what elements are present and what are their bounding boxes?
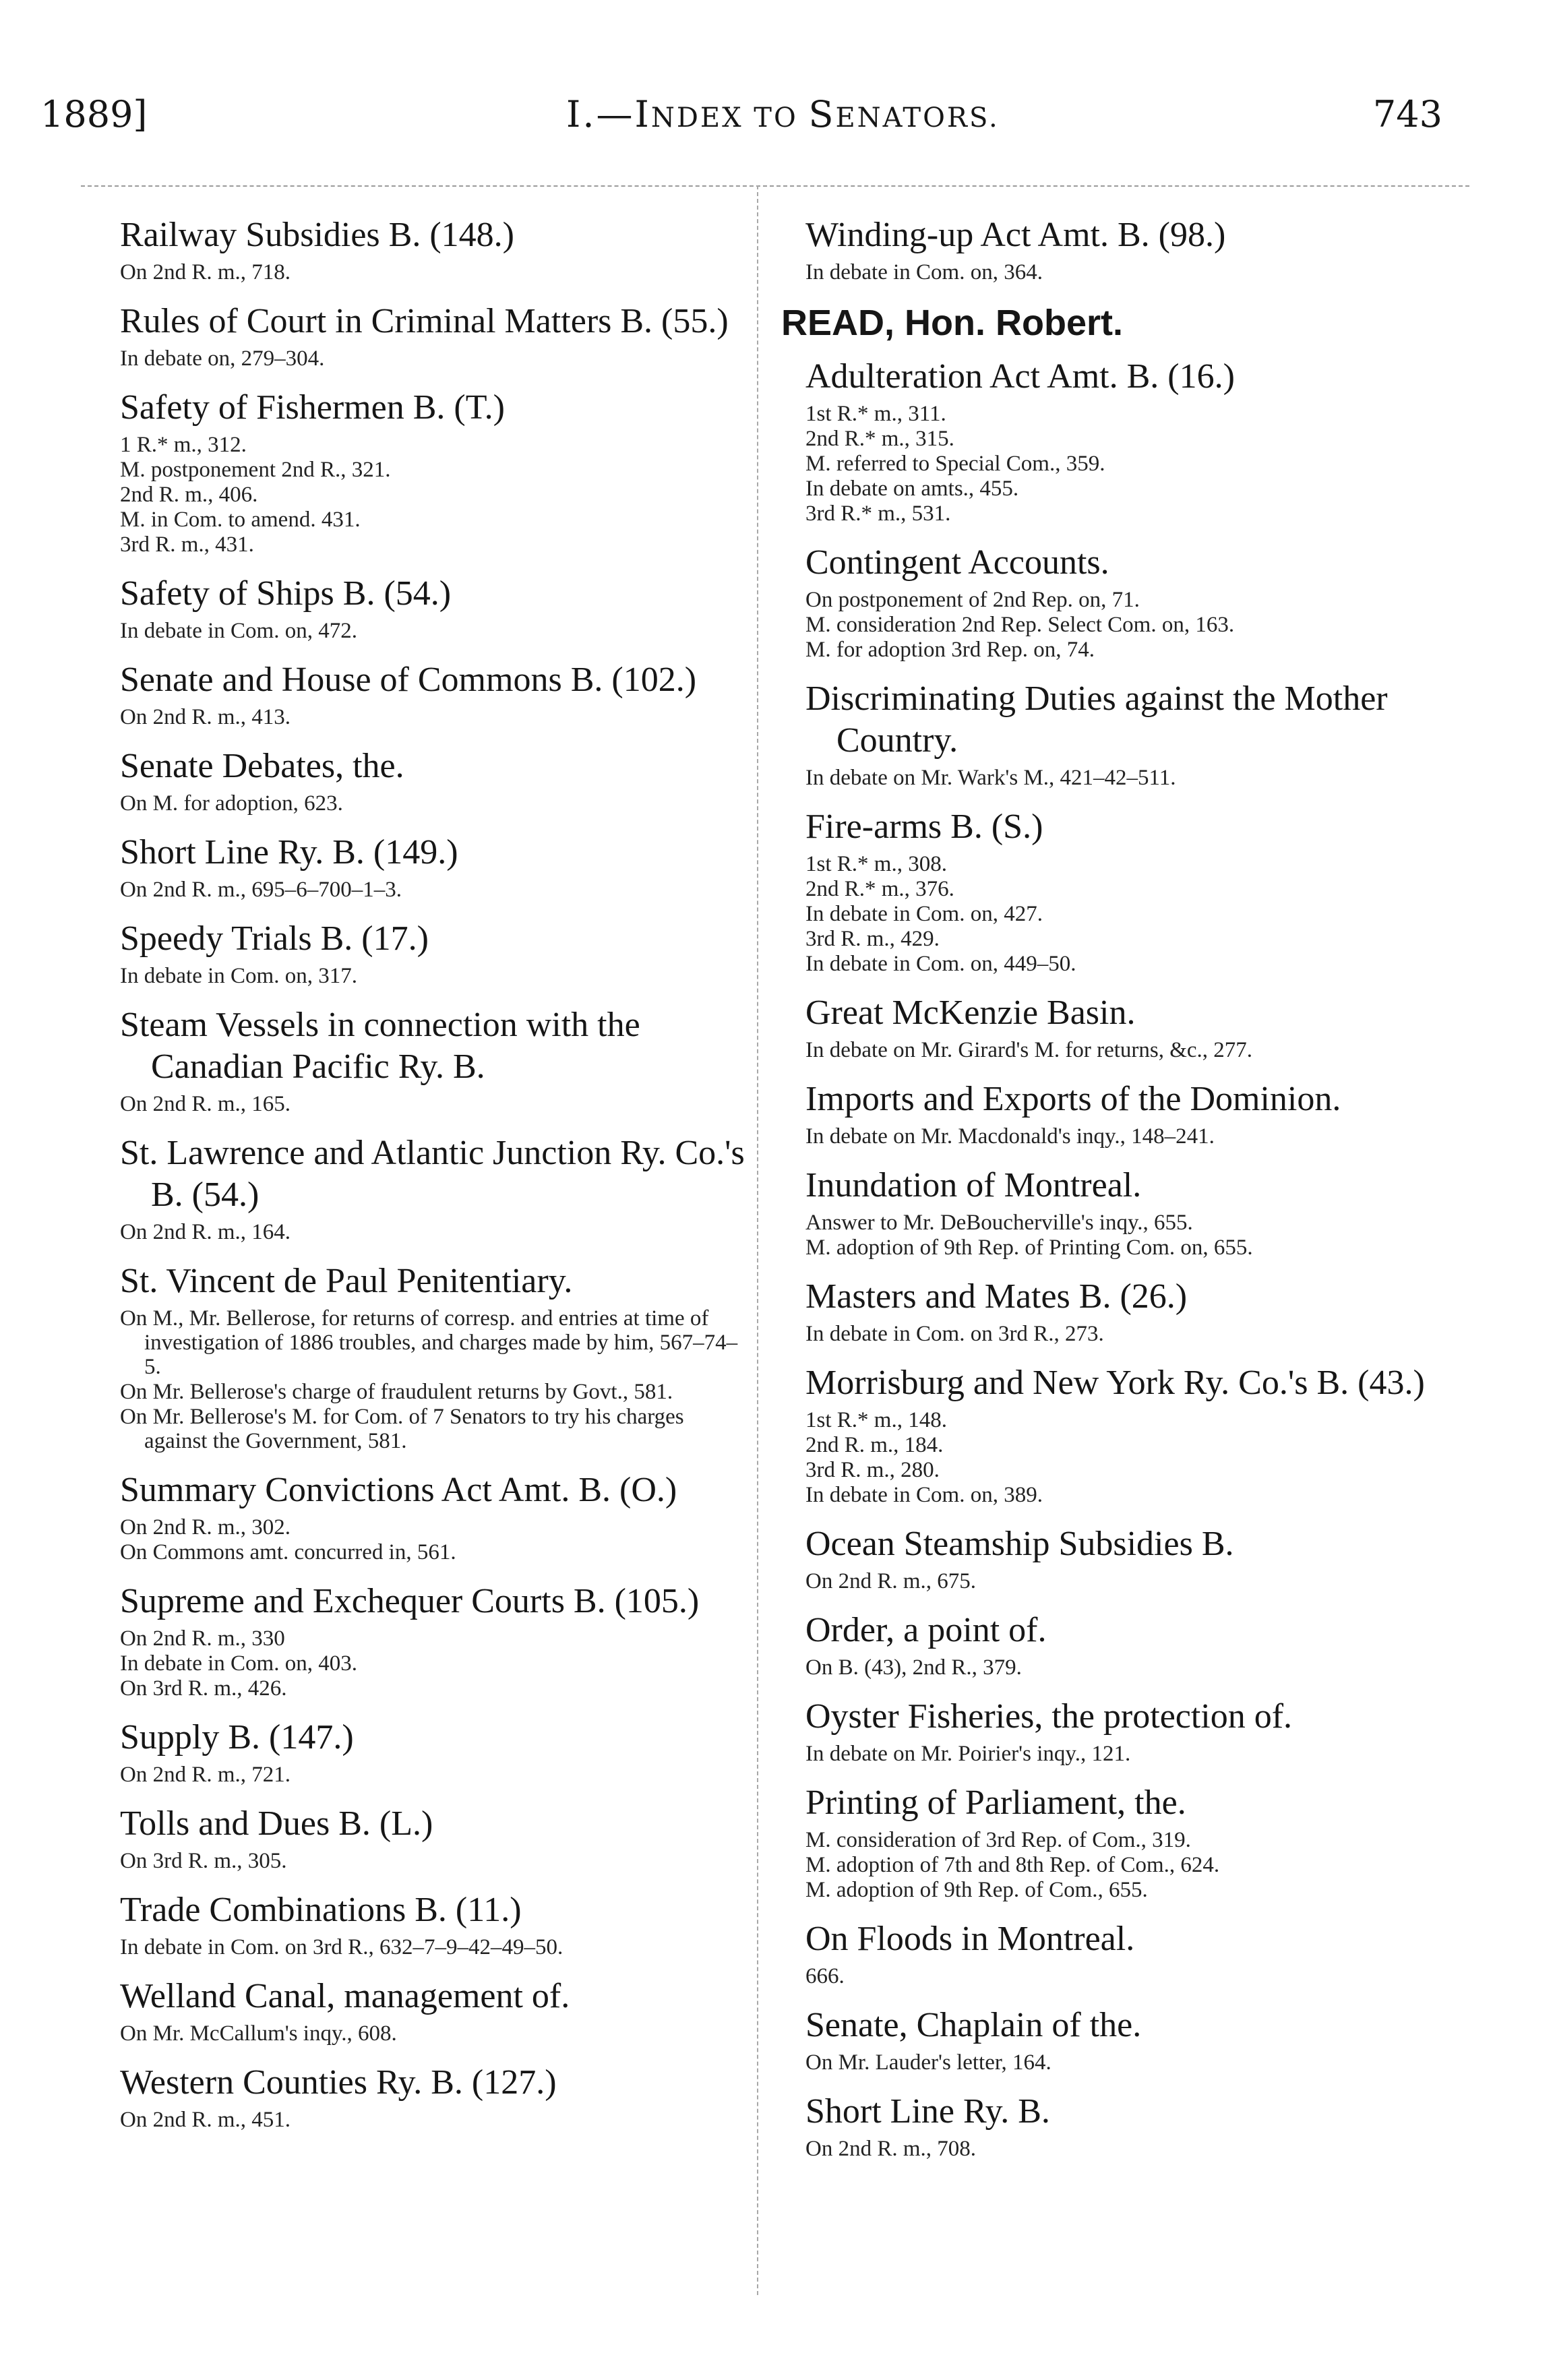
entry-reference: In debate on Mr. Macdonald's inqy., 148–241.: [805, 1124, 1215, 1149]
entry-heading: Masters and Mates B. (26.): [805, 1277, 1188, 1316]
index-entry: [120, 1469, 745, 1564]
entry-reference: M. in Com. to amend. 431.: [120, 508, 361, 532]
entry-heading: Inundation of Montreal.: [805, 1166, 1142, 1204]
left-column: [120, 214, 745, 2148]
entry-heading: Supply B. (147.): [120, 1718, 354, 1757]
entry-heading: Short Line Ry. B.: [805, 2092, 1050, 2131]
entry-reference: In debate in Com. on 3rd R., 632–7–9–42–49–50.: [120, 1935, 563, 1959]
entry-heading: Winding-up Act Amt. B. (98.): [805, 216, 1226, 254]
entry-reference: 2nd R.* m., 315.: [805, 427, 954, 451]
index-entry: [805, 1696, 1436, 1766]
entry-heading: Senate Debates, the.: [120, 747, 404, 785]
entry-reference: M. adoption of 9th Rep. of Printing Com. on, 655.: [805, 1235, 1253, 1260]
entry-reference: M. adoption of 7th and 8th Rep. of Com., 624.: [805, 1853, 1220, 1877]
index-entry: [805, 1276, 1436, 1346]
entry-heading: Senate, Chaplain of the.: [805, 2006, 1142, 2044]
index-entry: [805, 1782, 1436, 1902]
entry-heading: Western Counties Ry. B. (127.): [120, 2063, 557, 2102]
entry-reference: In debate in Com. on 3rd R., 273.: [805, 1322, 1104, 1346]
index-entry: [805, 2091, 1436, 2161]
entry-heading: Summary Convictions Act Amt. B. (O.): [120, 1471, 677, 1509]
index-entry: [120, 301, 745, 371]
entry-reference: 3rd R.* m., 531.: [805, 501, 951, 526]
entry-reference: 2nd R. m., 406.: [120, 483, 258, 507]
entry-reference: M. referred to Special Com., 359.: [805, 452, 1105, 476]
index-entry: [120, 659, 745, 729]
entry-reference: On 2nd R. m., 708.: [805, 2137, 977, 2161]
header-title-s: S: [808, 93, 836, 135]
entry-reference: On 2nd R. m., 721.: [120, 1763, 291, 1787]
index-entry: [120, 918, 745, 988]
header-title: [566, 94, 1000, 138]
index-entry: [120, 745, 745, 816]
entry-heading: Imports and Exports of the Dominion.: [805, 1080, 1341, 1118]
entry-reference: On Mr. McCallum's inqy., 608.: [120, 2021, 397, 2046]
entry-heading: Senate and House of Commons B. (102.): [120, 661, 697, 699]
entry-heading: Printing of Parliament, the.: [805, 1783, 1186, 1822]
entry-heading: Railway Subsidies B. (148.): [120, 216, 514, 254]
senator-entries: [805, 356, 1436, 2161]
index-entry: [805, 806, 1436, 976]
index-entry: [805, 542, 1436, 662]
entry-reference: On Mr. Lauder's letter, 164.: [805, 2050, 1051, 2075]
header-title-word1: NDEX TO: [650, 102, 809, 133]
entry-reference: On 2nd R. m., 451.: [120, 2108, 291, 2132]
entry-reference: 3rd R. m., 280.: [805, 1458, 940, 1482]
entry-heading: Steam Vessels in connection with the Canadian Pacific Ry. B.: [120, 1006, 640, 1086]
index-entry: [805, 1918, 1436, 1988]
entry-reference: On postponement of 2nd Rep. on, 71.: [805, 588, 1140, 612]
header-year: 1889]: [40, 93, 148, 135]
entry-reference: 3rd R. m., 429.: [805, 927, 940, 951]
entry-heading: Supreme and Exchequer Courts B. (105.): [120, 1582, 700, 1620]
entry-reference: In debate in Com. on, 364.: [805, 260, 1043, 284]
entry-reference: On 2nd R. m., 413.: [120, 705, 291, 729]
entry-heading: Fire-arms B. (S.): [805, 807, 1043, 846]
entry-heading: Trade Combinations B. (11.): [120, 1891, 522, 1929]
index-entry: [120, 1581, 745, 1701]
index-entry: [120, 573, 745, 643]
entry-reference: On 3rd R. m., 305.: [120, 1849, 287, 1873]
index-entry: [120, 832, 745, 902]
entry-reference: M. consideration 2nd Rep. Select Com. on, 163.: [805, 613, 1235, 637]
entry-reference: In debate in Com. on, 317.: [120, 964, 357, 988]
index-entry: [805, 1523, 1436, 1593]
index-entry: [120, 387, 745, 557]
entry-heading: Ocean Steamship Subsidies B.: [805, 1525, 1234, 1563]
entry-reference: On M. for adoption, 623.: [120, 791, 343, 816]
entry-reference: In debate on amts., 455.: [805, 477, 1019, 501]
index-entry: [805, 1362, 1436, 1507]
entry-reference: On Commons amt. concurred in, 561.: [120, 1540, 456, 1564]
index-entry: [805, 1165, 1436, 1260]
index-entry: [120, 1260, 745, 1453]
entry-reference: On M., Mr. Bellerose, for returns of corresp. and entries at time of investigation of 1886 troubles, and charges made by him, 567–74–5.: [120, 1306, 738, 1379]
entry-heading: Order, a point of.: [805, 1611, 1047, 1649]
entry-reference: In debate in Com. on, 389.: [805, 1483, 1043, 1507]
entry-reference: 1 R.* m., 312.: [120, 433, 247, 457]
entry-heading: On Floods in Montreal.: [805, 1920, 1135, 1958]
header-rule: [81, 185, 1469, 187]
entry-reference: On 3rd R. m., 426.: [120, 1676, 287, 1701]
page-header: [40, 94, 1442, 148]
entry-reference: In debate in Com. on, 472.: [120, 619, 357, 643]
entry-reference: 1st R.* m., 308.: [805, 852, 947, 876]
index-entry: [120, 1132, 745, 1244]
entry-reference: 1st R.* m., 311.: [805, 402, 946, 426]
entry-heading: Discriminating Duties against the Mother Country.: [805, 679, 1388, 760]
entry-heading: Welland Canal, management of.: [120, 1977, 570, 2015]
entry-heading: Oyster Fisheries, the protection of.: [805, 1697, 1293, 1736]
entry-heading: Adulteration Act Amt. B. (16.): [805, 357, 1235, 396]
index-entry: [805, 1078, 1436, 1149]
column-divider: [757, 185, 758, 2295]
entry-heading: St. Vincent de Paul Penitentiary.: [120, 1262, 573, 1300]
entry-reference: In debate in Com. on, 449–50.: [805, 952, 1076, 976]
entry-heading: Contingent Accounts.: [805, 543, 1109, 582]
entry-reference: On Mr. Bellerose's charge of fraudulent returns by Govt., 581.: [120, 1380, 673, 1404]
index-entry: [805, 992, 1436, 1062]
index-entry: [805, 1610, 1436, 1680]
entry-reference: M. consideration of 3rd Rep. of Com., 319.: [805, 1828, 1191, 1852]
entry-heading: St. Lawrence and Atlantic Junction Ry. Co.'s B. (54.): [120, 1134, 745, 1214]
header-title-word2: ENATORS.: [835, 102, 1000, 133]
entry-reference: M. for adoption 3rd Rep. on, 74.: [805, 638, 1095, 662]
entry-reference: On B. (43), 2nd R., 379.: [805, 1655, 1022, 1680]
entry-reference: On Mr. Bellerose's M. for Com. of 7 Senators to try his charges against the Government, 581.: [120, 1405, 684, 1453]
index-entry: [120, 1889, 745, 1959]
header-page-number: 743: [1372, 93, 1442, 135]
entry-reference: M. adoption of 9th Rep. of Com., 655.: [805, 1878, 1148, 1902]
index-entry: [805, 2005, 1436, 2075]
entry-reference: In debate on, 279–304.: [120, 346, 325, 371]
entry-reference: In debate on Mr. Girard's M. for returns, &c., 277.: [805, 1038, 1253, 1062]
index-entry: [120, 2062, 745, 2132]
entry-heading: Great McKenzie Basin.: [805, 994, 1136, 1032]
index-entry: [120, 1803, 745, 1873]
entry-heading: Morrisburg and New York Ry. Co.'s B. (43.): [805, 1364, 1425, 1402]
entry-reference: In debate on Mr. Wark's M., 421–42–511.: [805, 766, 1176, 790]
entry-heading: Safety of Ships B. (54.): [120, 574, 452, 613]
entry-reference: On 2nd R. m., 164.: [120, 1220, 291, 1244]
entry-reference: 2nd R.* m., 376.: [805, 877, 954, 901]
index-entry: [805, 678, 1436, 790]
entry-reference: M. postponement 2nd R., 321.: [120, 458, 391, 482]
header-title-prefix: I.—I: [566, 93, 651, 135]
entry-reference: In debate in Com. on, 427.: [805, 902, 1043, 926]
right-column: [781, 214, 1436, 2177]
entry-heading: Safety of Fishermen B. (T.): [120, 388, 505, 427]
entry-reference: 3rd R. m., 431.: [120, 532, 254, 557]
entry-reference: 2nd R. m., 184.: [805, 1433, 944, 1457]
index-entry: [120, 1976, 745, 2046]
entry-reference: Answer to Mr. DeBoucherville's inqy., 655.: [805, 1211, 1193, 1235]
entry-reference: On 2nd R. m., 718.: [120, 260, 291, 284]
senator-heading: READ, Hon. Robert.: [781, 303, 1123, 343]
entry-reference: In debate in Com. on, 403.: [120, 1651, 357, 1676]
entry-reference: 666.: [805, 1964, 845, 1988]
entry-reference: On 2nd R. m., 330: [120, 1626, 285, 1651]
entry-heading: Short Line Ry. B. (149.): [120, 833, 458, 872]
entry-heading: Rules of Court in Criminal Matters B. (55.): [120, 302, 729, 340]
index-entry: [805, 214, 1436, 284]
entry-reference: On 2nd R. m., 165.: [120, 1092, 291, 1116]
entry-reference: On 2nd R. m., 675.: [805, 1569, 977, 1593]
index-entry: [120, 214, 745, 284]
index-entry: [805, 356, 1436, 526]
index-entry: [120, 1004, 745, 1116]
entry-heading: Tolls and Dues B. (L.): [120, 1804, 433, 1843]
entry-reference: In debate on Mr. Poirier's inqy., 121.: [805, 1742, 1131, 1766]
entry-reference: On 2nd R. m., 695–6–700–1–3.: [120, 878, 402, 902]
entry-heading: Speedy Trials B. (17.): [120, 919, 429, 958]
entry-reference: On 2nd R. m., 302.: [120, 1515, 291, 1539]
index-entry: [120, 1717, 745, 1787]
entry-reference: 1st R.* m., 148.: [805, 1408, 947, 1432]
